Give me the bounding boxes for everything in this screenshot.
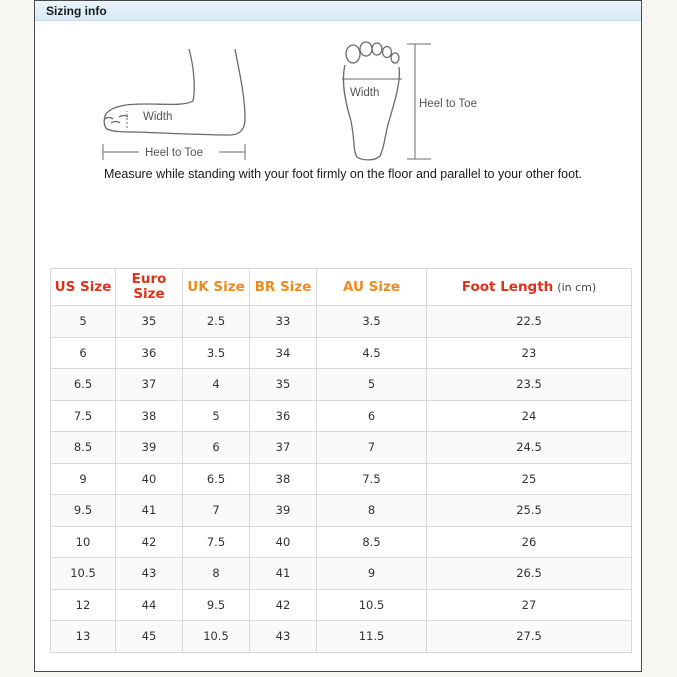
table-cell: 3.5	[317, 306, 427, 338]
side-length-label: Heel to Toe	[145, 147, 203, 159]
column-header-label: Euro Size	[131, 271, 167, 302]
column-header-label: US Size	[54, 278, 112, 295]
table-cell: 27	[427, 589, 632, 621]
table-cell: 40	[250, 526, 317, 558]
table-row	[51, 621, 632, 653]
table-cell: 5	[317, 369, 427, 401]
measure-instruction: Measure while standing with your foot firmly on the floor and parallel to your other foot.	[104, 167, 583, 181]
sizing-info-panel	[34, 0, 642, 672]
table-cell: 40	[116, 463, 183, 495]
column-header-label: AU Size	[342, 278, 401, 295]
table-cell: 26.5	[427, 558, 632, 590]
table-cell: 9	[51, 463, 116, 495]
table-row	[51, 337, 632, 369]
sole-length-label: Heel to Toe	[419, 98, 477, 110]
table-cell: 5	[51, 306, 116, 338]
table-row	[51, 526, 632, 558]
table-cell: 9.5	[183, 589, 250, 621]
table-cell: 5	[183, 400, 250, 432]
table-cell: 9	[317, 558, 427, 590]
table-cell: 41	[116, 495, 183, 527]
table-cell: 10.5	[51, 558, 116, 590]
table-cell: 42	[250, 589, 317, 621]
table-cell: 8.5	[317, 526, 427, 558]
column-header	[317, 269, 427, 306]
table-cell: 36	[116, 337, 183, 369]
table-cell: 4.5	[317, 337, 427, 369]
column-header	[250, 269, 317, 306]
table-cell: 4	[183, 369, 250, 401]
column-header	[116, 269, 183, 306]
table-cell: 23.5	[427, 369, 632, 401]
table-cell: 39	[250, 495, 317, 527]
foot-sole-view-icon	[343, 42, 399, 160]
column-header-label: Foot Length	[461, 278, 554, 295]
table-cell: 38	[250, 463, 317, 495]
table-cell: 3.5	[183, 337, 250, 369]
table-cell: 8.5	[51, 432, 116, 464]
table-cell: 23	[427, 337, 632, 369]
table-row	[51, 369, 632, 401]
table-cell: 8	[183, 558, 250, 590]
table-cell: 2.5	[183, 306, 250, 338]
table-row	[51, 589, 632, 621]
table-cell: 11.5	[317, 621, 427, 653]
table-cell: 6	[317, 400, 427, 432]
table-row	[51, 495, 632, 527]
table-cell: 25.5	[427, 495, 632, 527]
table-cell: 7.5	[51, 400, 116, 432]
table-cell: 43	[250, 621, 317, 653]
column-header-label: UK Size	[187, 278, 245, 295]
table-cell: 25	[427, 463, 632, 495]
table-cell: 24	[427, 400, 632, 432]
table-cell: 45	[116, 621, 183, 653]
table-row	[51, 558, 632, 590]
table-cell: 26	[427, 526, 632, 558]
table-cell: 35	[116, 306, 183, 338]
table-cell: 7.5	[317, 463, 427, 495]
table-cell: 27.5	[427, 621, 632, 653]
panel-title: Sizing info	[35, 1, 641, 21]
table-cell: 7	[183, 495, 250, 527]
table-cell: 10	[51, 526, 116, 558]
foot-side-view-icon	[104, 49, 245, 135]
table-cell: 36	[250, 400, 317, 432]
table-cell: 8	[317, 495, 427, 527]
table-cell: 37	[116, 369, 183, 401]
table-cell: 13	[51, 621, 116, 653]
table-cell: 34	[250, 337, 317, 369]
table-cell: 6	[51, 337, 116, 369]
table-cell: 10.5	[317, 589, 427, 621]
table-cell: 22.5	[427, 306, 632, 338]
table-header-row	[51, 269, 632, 306]
column-header	[427, 269, 632, 306]
table-row	[51, 432, 632, 464]
table-cell: 6.5	[183, 463, 250, 495]
table-cell: 12	[51, 589, 116, 621]
table-cell: 35	[250, 369, 317, 401]
column-unit-label: (in cm)	[557, 280, 597, 294]
column-header	[183, 269, 250, 306]
table-cell: 42	[116, 526, 183, 558]
table-cell: 9.5	[51, 495, 116, 527]
table-cell: 10.5	[183, 621, 250, 653]
column-header	[51, 269, 116, 306]
table-cell: 6	[183, 432, 250, 464]
table-cell: 6.5	[51, 369, 116, 401]
side-width-label: Width	[143, 111, 173, 123]
column-header-label: BR Size	[254, 278, 312, 295]
table-cell: 38	[116, 400, 183, 432]
table-cell: 33	[250, 306, 317, 338]
table-cell: 37	[250, 432, 317, 464]
table-cell: 24.5	[427, 432, 632, 464]
table-cell: 41	[250, 558, 317, 590]
table-row	[51, 463, 632, 495]
table-cell: 7	[317, 432, 427, 464]
table-cell: 43	[116, 558, 183, 590]
table-cell: 44	[116, 589, 183, 621]
table-row	[51, 306, 632, 338]
table-cell: 39	[116, 432, 183, 464]
table-row	[51, 400, 632, 432]
size-chart-table	[50, 268, 632, 653]
table-body	[51, 306, 632, 653]
table-cell: 7.5	[183, 526, 250, 558]
sole-width-label: Width	[350, 87, 380, 99]
